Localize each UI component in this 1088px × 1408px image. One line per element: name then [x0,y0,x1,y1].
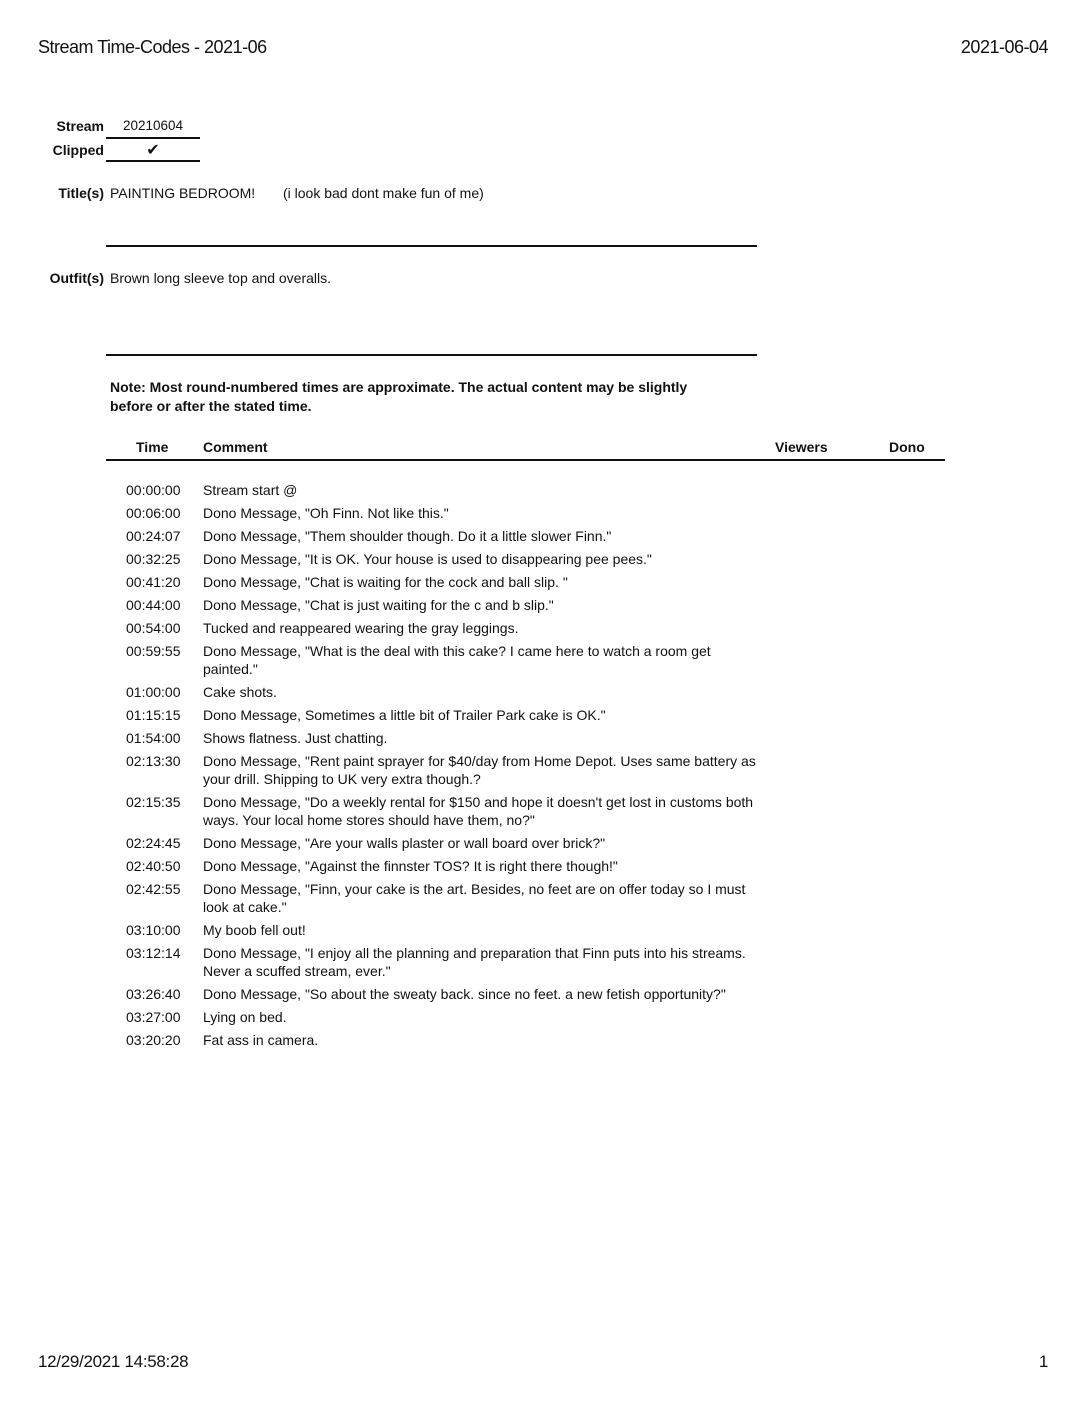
table-row [106,550,945,568]
table-row [106,619,945,637]
table-row [106,683,945,701]
row-time: 03:26:40 [126,986,181,1002]
row-comment: Dono Message, Sometimes a little bit of Trailer Park cake is OK." [203,707,606,723]
row-time: 01:54:00 [126,730,181,746]
column-header-comment: Comment [203,439,268,455]
stream-value: 20210604 [106,118,200,139]
row-comment: Cake shots. [203,684,277,700]
row-time: 03:27:00 [126,1009,181,1025]
column-header-dono: Dono [889,439,925,455]
document-title: Stream Time-Codes - 2021-06 [38,37,267,57]
table-row [106,1008,945,1026]
title-primary: PAINTING BEDROOM! [110,185,256,201]
table-row [106,642,945,678]
table-row [106,857,945,875]
row-time: 00:41:20 [126,574,181,590]
row-comment: Dono Message, "Are your walls plaster or wall board over brick?" [203,835,606,851]
row-time: 01:15:15 [126,707,181,723]
row-comment: Dono Message, "Do a weekly rental for $150 and hope it doesn't get lost in customs both ways. Your local home stores should have them, no?" [203,794,754,828]
clipped-checkmark: ✔ [106,140,200,162]
row-comment: Fat ass in camera. [203,1032,319,1048]
column-header-time: Time [136,439,169,455]
table-row [106,921,945,939]
column-header-viewers: Viewers [775,439,828,455]
row-comment: Stream start @ [203,482,298,498]
row-time: 02:40:50 [126,858,181,874]
row-comment: My boob fell out! [203,922,306,938]
table-row [106,573,945,591]
row-comment: Dono Message, "What is the deal with this cake? I came here to watch a room get painted." [203,643,711,677]
clipped-label: Clipped [52,142,104,158]
table-row [106,706,945,724]
row-time: 02:15:35 [126,794,181,810]
row-time: 03:20:20 [126,1032,181,1048]
row-comment: Dono Message, "Rent paint sprayer for $40/day from Home Depot. Uses same battery as your drill. Shipping to UK very extra though.? [203,753,756,787]
title-secondary: (i look bad dont make fun of me) [283,185,484,201]
page-number: 1 [1038,1352,1048,1371]
row-comment: Dono Message, "Finn, your cake is the art. Besides, no feet are on offer today so I must look at cake." [203,881,746,915]
table-row [106,752,945,788]
approximation-note: Note: Most round-numbered times are approximate. The actual content may be slightly before or after the stated time. [110,379,688,414]
print-timestamp: 12/29/2021 14:58:28 [38,1352,189,1371]
row-time: 00:06:00 [126,505,181,521]
outfits-divider [106,354,757,356]
table-row [106,793,945,829]
row-comment: Dono Message, "Oh Finn. Not like this." [203,505,449,521]
row-comment: Shows flatness. Just chatting. [203,730,388,746]
row-time: 03:12:14 [126,945,181,961]
timecode-table [106,481,945,1054]
stream-date: 2021-06-04 [960,37,1048,57]
row-comment: Dono Message, "So about the sweaty back. since no feet. a new fetish opportunity?" [203,986,726,1002]
row-time: 02:42:55 [126,881,181,897]
table-row [106,596,945,614]
row-time: 00:00:00 [126,482,181,498]
row-time: 00:44:00 [126,597,181,613]
table-row [106,834,945,852]
table-row [106,504,945,522]
row-time: 00:24:07 [126,528,181,544]
row-comment: Dono Message, "Chat is just waiting for the c and b slip." [203,597,554,613]
row-comment: Dono Message, "It is OK. Your house is used to disappearing pee pees." [203,551,652,567]
table-row [106,985,945,1003]
row-comment: Tucked and reappeared wearing the gray leggings. [203,620,519,636]
row-time: 02:24:45 [126,835,181,851]
row-time: 00:59:55 [126,643,181,659]
outfits-label: Outfit(s) [49,270,104,286]
outfits-value: Brown long sleeve top and overalls. [110,270,332,286]
row-time: 02:13:30 [126,753,181,769]
table-row [106,481,945,499]
table-row [106,527,945,545]
row-time: 00:32:25 [126,551,181,567]
row-time: 03:10:00 [126,922,181,938]
table-row [106,729,945,747]
row-comment: Dono Message, "Them shoulder though. Do it a little slower Finn." [203,528,612,544]
table-row [106,1031,945,1049]
titles-divider [106,245,757,247]
table-header-divider [106,459,945,461]
table-row [106,944,945,980]
row-time: 00:54:00 [126,620,181,636]
table-row [106,880,945,916]
row-comment: Lying on bed. [203,1009,287,1025]
titles-label: Title(s) [58,185,104,201]
row-comment: Dono Message, "Chat is waiting for the cock and ball slip. " [203,574,568,590]
row-time: 01:00:00 [126,684,181,700]
row-comment: Dono Message, "I enjoy all the planning and preparation that Finn puts into his streams. Never a scuffed stream, ever." [203,945,746,979]
row-comment: Dono Message, "Against the finnster TOS? It is right there though!" [203,858,618,874]
stream-label: Stream [56,118,104,134]
